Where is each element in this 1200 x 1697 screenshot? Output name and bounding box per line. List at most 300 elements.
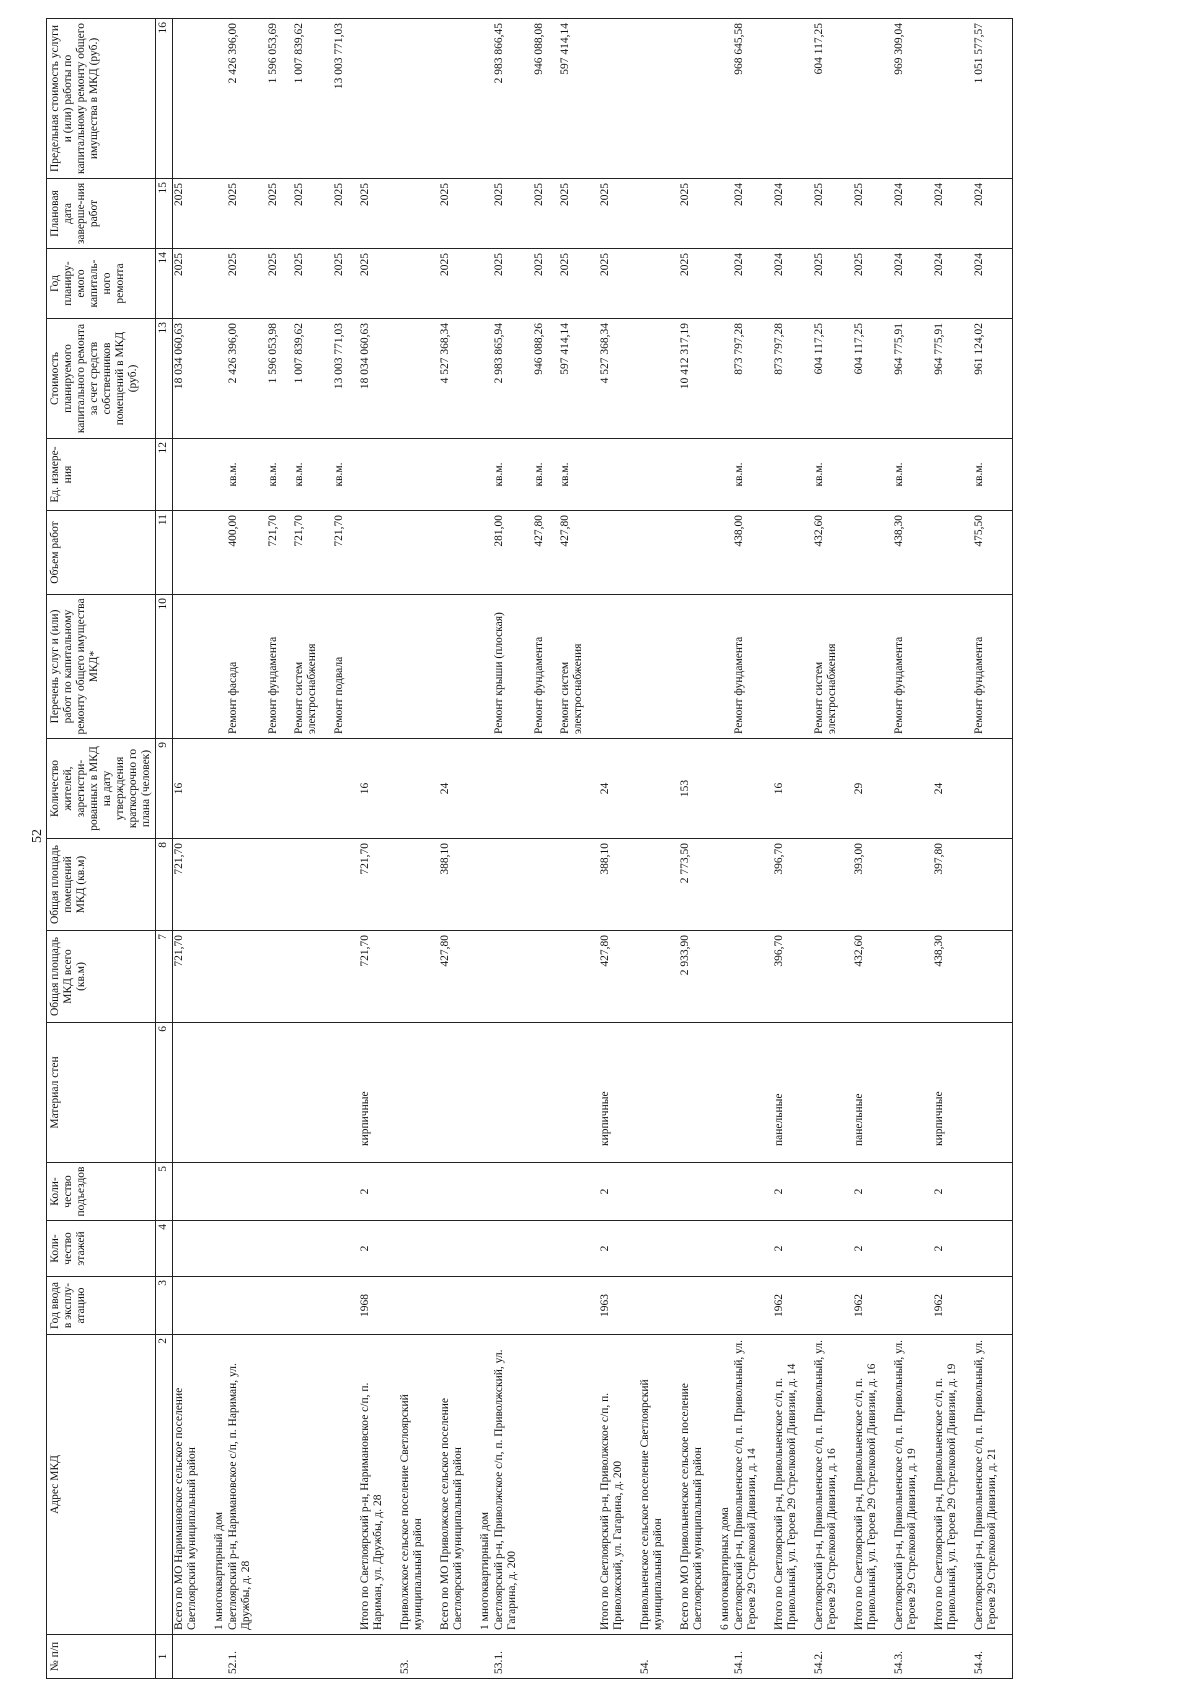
cell-col-5 — [733, 1163, 773, 1221]
cell-col-9 — [479, 739, 493, 839]
cell-col-5: 2 — [853, 1163, 893, 1221]
cell-col-13: 18 034 060,63 — [173, 319, 213, 439]
cell-col-11: 281,00 — [493, 511, 533, 595]
cell-col-11 — [773, 511, 813, 595]
cell-col-15: 2025 — [533, 179, 559, 249]
capital-repair-plan-table — [46, 18, 1013, 1679]
cell-col-4 — [399, 1221, 439, 1277]
cell-col-10: Ремонт фундамента — [267, 595, 293, 739]
cell-col-11 — [719, 511, 733, 595]
column-number-8: 8 — [156, 839, 173, 931]
header-col-3: Год ввода в эксплу-атацию — [47, 1277, 156, 1335]
table-row — [679, 19, 719, 1679]
cell-col-3 — [333, 1277, 359, 1335]
cell-col-16: 969 309,04 — [893, 19, 933, 179]
cell-col-12 — [773, 439, 813, 511]
cell-col-13: 1 007 839,62 — [293, 319, 333, 439]
cell-col-1 — [359, 1635, 399, 1679]
cell-col-13 — [479, 319, 493, 439]
cell-col-16: 1 596 053,69 — [267, 19, 293, 179]
cell-col-15 — [479, 179, 493, 249]
cell-col-6 — [213, 1023, 227, 1163]
cell-col-13: 604 117,25 — [853, 319, 893, 439]
cell-col-14: 2025 — [493, 249, 533, 319]
page-number: 52 — [30, 829, 45, 843]
cell-col-8 — [493, 839, 533, 931]
cell-col-8 — [973, 839, 1013, 931]
cell-col-9 — [213, 739, 227, 839]
cell-col-11: 721,70 — [293, 511, 333, 595]
cell-col-6 — [639, 1023, 679, 1163]
cell-col-1 — [533, 1635, 559, 1679]
cell-col-2 — [333, 1335, 359, 1635]
table-row — [853, 19, 893, 1679]
column-number-6: 6 — [156, 1023, 173, 1163]
cell-col-14: 2025 — [533, 249, 559, 319]
cell-col-10: Ремонт подвала — [333, 595, 359, 739]
cell-col-15: 2024 — [893, 179, 933, 249]
cell-col-10 — [773, 595, 813, 739]
cell-col-16 — [639, 19, 679, 179]
cell-col-7: 432,60 — [853, 931, 893, 1023]
cell-col-1 — [679, 1635, 719, 1679]
cell-col-16 — [399, 19, 439, 179]
cell-col-2: 1 многоквартирный дом — [213, 1335, 227, 1635]
cell-col-13 — [399, 319, 439, 439]
cell-col-9 — [227, 739, 267, 839]
cell-col-7 — [213, 931, 227, 1023]
cell-col-8 — [479, 839, 493, 931]
header-col-2: Адрес МКД — [47, 1335, 156, 1635]
cell-col-7 — [893, 931, 933, 1023]
cell-col-11 — [399, 511, 439, 595]
cell-col-8: 397,80 — [933, 839, 973, 931]
cell-col-2: Итого по Светлоярский р-н, Привольненское с/п, п. Привольный, ул. Героев 29 Стрелковой Дивизии, д. 16 — [853, 1335, 893, 1635]
cell-col-12 — [679, 439, 719, 511]
header-col-15: Плановая дата заверше-ния работ — [47, 179, 156, 249]
cell-col-12 — [399, 439, 439, 511]
cell-col-10: Ремонт фундамента — [533, 595, 559, 739]
cell-col-11: 721,70 — [267, 511, 293, 595]
table-row — [359, 19, 399, 1679]
cell-col-6 — [813, 1023, 853, 1163]
cell-col-10 — [479, 595, 493, 739]
cell-col-4: 2 — [359, 1221, 399, 1277]
cell-col-5 — [333, 1163, 359, 1221]
cell-col-10 — [399, 595, 439, 739]
table-row — [733, 19, 773, 1679]
cell-col-12: кв.м. — [227, 439, 267, 511]
cell-col-11 — [599, 511, 639, 595]
cell-col-5 — [399, 1163, 439, 1221]
cell-col-4 — [733, 1221, 773, 1277]
cell-col-7 — [399, 931, 439, 1023]
table-row — [933, 19, 973, 1679]
cell-col-12 — [213, 439, 227, 511]
cell-col-4: 2 — [773, 1221, 813, 1277]
cell-col-6: кирпичные — [359, 1023, 399, 1163]
cell-col-5 — [533, 1163, 559, 1221]
cell-col-16: 597 414,14 — [559, 19, 599, 179]
cell-col-7 — [639, 931, 679, 1023]
cell-col-10 — [359, 595, 399, 739]
cell-col-9: 24 — [439, 739, 479, 839]
cell-col-8: 396,70 — [773, 839, 813, 931]
cell-col-10 — [933, 595, 973, 739]
cell-col-11 — [639, 511, 679, 595]
cell-col-2: Итого по Светлоярский р-н, Наримановское с/п, п. Нариман, ул. Дружбы, д. 28 — [359, 1335, 399, 1635]
cell-col-4 — [973, 1221, 1013, 1277]
cell-col-9: 153 — [679, 739, 719, 839]
cell-col-7 — [533, 931, 559, 1023]
cell-col-7 — [719, 931, 733, 1023]
cell-col-8 — [893, 839, 933, 931]
cell-col-5 — [213, 1163, 227, 1221]
cell-col-9 — [493, 739, 533, 839]
cell-col-4 — [267, 1221, 293, 1277]
cell-col-12 — [719, 439, 733, 511]
cell-col-14 — [639, 249, 679, 319]
cell-col-1 — [333, 1635, 359, 1679]
cell-col-4: 2 — [599, 1221, 639, 1277]
cell-col-16: 2 426 396,00 — [227, 19, 267, 179]
cell-col-9 — [893, 739, 933, 839]
cell-col-6: панельные — [853, 1023, 893, 1163]
cell-col-6 — [399, 1023, 439, 1163]
cell-col-14: 2025 — [559, 249, 599, 319]
cell-col-6 — [533, 1023, 559, 1163]
cell-col-12: кв.м. — [533, 439, 559, 511]
cell-col-2: Всего по МО Наримановское сельское поселение Светлоярский муниципальный район — [173, 1335, 213, 1635]
cell-col-14: 2025 — [333, 249, 359, 319]
header-col-16: Предельная стоимость услуги и (или) работы по капитальному ремонту общего имущества в МКД (руб.) — [47, 19, 156, 179]
cell-col-2: Светлоярский р-н, Наримановское с/п, п. Нариман, ул. Дружбы, д. 28 — [227, 1335, 267, 1635]
cell-col-10: Ремонт фундамента — [973, 595, 1013, 739]
column-number-12: 12 — [156, 439, 173, 511]
cell-col-9: 29 — [853, 739, 893, 839]
cell-col-13: 597 414,14 — [559, 319, 599, 439]
column-number-13: 13 — [156, 319, 173, 439]
cell-col-5 — [227, 1163, 267, 1221]
cell-col-13: 2 983 865,94 — [493, 319, 533, 439]
cell-col-2: Приволжское сельское поселение Светлоярский муниципальный район — [399, 1335, 439, 1635]
cell-col-8 — [267, 839, 293, 931]
cell-col-1: 54.2. — [813, 1635, 853, 1679]
cell-col-15: 2025 — [359, 179, 399, 249]
cell-col-2: Всего по МО Привольненское сельское поселение Светлоярский муниципальный район — [679, 1335, 719, 1635]
cell-col-1 — [559, 1635, 599, 1679]
table-row — [813, 19, 853, 1679]
cell-col-11 — [933, 511, 973, 595]
column-number-3: 3 — [156, 1277, 173, 1335]
cell-col-11 — [853, 511, 893, 595]
cell-col-5 — [719, 1163, 733, 1221]
cell-col-4 — [227, 1221, 267, 1277]
column-number-14: 14 — [156, 249, 173, 319]
cell-col-16 — [599, 19, 639, 179]
cell-col-12: кв.м. — [493, 439, 533, 511]
cell-col-2 — [559, 1335, 599, 1635]
cell-col-16 — [479, 19, 493, 179]
cell-col-1: 54.4. — [973, 1635, 1013, 1679]
cell-col-3 — [733, 1277, 773, 1335]
cell-col-2: Светлоярский р-н, Привольненское с/п, п. Привольный, ул. Героев 29 Стрелковой Дивизии, д. 21 — [973, 1335, 1013, 1635]
table-row — [267, 19, 293, 1679]
header-col-12: Ед. измере-ния — [47, 439, 156, 511]
cell-col-3 — [173, 1277, 213, 1335]
cell-col-14: 2025 — [359, 249, 399, 319]
cell-col-16: 2 983 866,45 — [493, 19, 533, 179]
cell-col-6 — [679, 1023, 719, 1163]
cell-col-15 — [399, 179, 439, 249]
cell-col-9 — [333, 739, 359, 839]
cell-col-13: 13 003 771,03 — [333, 319, 359, 439]
cell-col-4 — [559, 1221, 599, 1277]
cell-col-10: Ремонт систем электроснабжения — [293, 595, 333, 739]
column-number-16: 16 — [156, 19, 173, 179]
cell-col-16: 13 003 771,03 — [333, 19, 359, 179]
cell-col-4 — [533, 1221, 559, 1277]
cell-col-6 — [267, 1023, 293, 1163]
cell-col-2 — [533, 1335, 559, 1635]
cell-col-1 — [267, 1635, 293, 1679]
cell-col-12: кв.м. — [559, 439, 599, 511]
cell-col-5 — [439, 1163, 479, 1221]
column-number-5: 5 — [156, 1163, 173, 1221]
cell-col-9 — [813, 739, 853, 839]
cell-col-15: 2024 — [933, 179, 973, 249]
cell-col-9 — [973, 739, 1013, 839]
cell-col-6 — [227, 1023, 267, 1163]
cell-col-11 — [213, 511, 227, 595]
cell-col-2: Светлоярский р-н, Привольненское с/п, п. Привольный, ул. Героев 29 Стрелковой Дивизии, д. 16 — [813, 1335, 853, 1635]
cell-col-5 — [973, 1163, 1013, 1221]
cell-col-15: 2025 — [853, 179, 893, 249]
cell-col-3: 1962 — [773, 1277, 813, 1335]
cell-col-3: 1968 — [359, 1277, 399, 1335]
cell-col-16 — [773, 19, 813, 179]
cell-col-7 — [479, 931, 493, 1023]
cell-col-12 — [599, 439, 639, 511]
cell-col-13: 1 596 053,98 — [267, 319, 293, 439]
cell-col-15: 2025 — [293, 179, 333, 249]
cell-col-10 — [599, 595, 639, 739]
cell-col-7: 427,80 — [439, 931, 479, 1023]
cell-col-8 — [719, 839, 733, 931]
cell-col-13: 4 527 368,34 — [599, 319, 639, 439]
cell-col-3 — [293, 1277, 333, 1335]
cell-col-6: панельные — [773, 1023, 813, 1163]
cell-col-9: 16 — [773, 739, 813, 839]
cell-col-4 — [639, 1221, 679, 1277]
cell-col-14: 2025 — [227, 249, 267, 319]
cell-col-8: 721,70 — [173, 839, 213, 931]
header-col-9: Количество жителей, зарегистри-рованных в МКД на дату утверждения краткосрочно го плана (человек) — [47, 739, 156, 839]
cell-col-14: 2024 — [973, 249, 1013, 319]
cell-col-12 — [639, 439, 679, 511]
cell-col-9 — [267, 739, 293, 839]
cell-col-4 — [893, 1221, 933, 1277]
cell-col-7 — [973, 931, 1013, 1023]
cell-col-7: 721,70 — [173, 931, 213, 1023]
cell-col-10 — [853, 595, 893, 739]
cell-col-11 — [439, 511, 479, 595]
cell-col-11: 438,30 — [893, 511, 933, 595]
cell-col-1 — [853, 1635, 893, 1679]
cell-col-2 — [267, 1335, 293, 1635]
cell-col-8: 393,00 — [853, 839, 893, 931]
cell-col-2: 1 многоквартирный дом — [479, 1335, 493, 1635]
cell-col-15 — [719, 179, 733, 249]
cell-col-13: 604 117,25 — [813, 319, 853, 439]
cell-col-3 — [267, 1277, 293, 1335]
cell-col-7 — [493, 931, 533, 1023]
cell-col-15 — [639, 179, 679, 249]
header-col-7: Общая площадь МКД всего (кв.м) — [47, 931, 156, 1023]
column-number-15: 15 — [156, 179, 173, 249]
cell-col-2: 6 многоквартирных дома — [719, 1335, 733, 1635]
cell-col-8 — [639, 839, 679, 931]
cell-col-5 — [267, 1163, 293, 1221]
cell-col-10 — [439, 595, 479, 739]
cell-col-3 — [893, 1277, 933, 1335]
header-col-11: Объем работ — [47, 511, 156, 595]
cell-col-2: Светлоярский р-н, Привольненское с/п, п. Привольный, ул. Героев 29 Стрелковой Дивизии, д. 19 — [893, 1335, 933, 1635]
rotated-table-container — [46, 19, 1156, 1679]
cell-col-12: кв.м. — [293, 439, 333, 511]
cell-col-15: 2024 — [973, 179, 1013, 249]
cell-col-12: кв.м. — [813, 439, 853, 511]
cell-col-11 — [359, 511, 399, 595]
cell-col-13: 18 034 060,63 — [359, 319, 399, 439]
cell-col-4 — [213, 1221, 227, 1277]
cell-col-3 — [559, 1277, 599, 1335]
column-number-9: 9 — [156, 739, 173, 839]
cell-col-10: Ремонт систем электроснабжения — [813, 595, 853, 739]
cell-col-14: 2025 — [173, 249, 213, 319]
cell-col-13: 873 797,28 — [773, 319, 813, 439]
cell-col-2: Итого по Светлоярский р-н, Приволжское с/п, п. Приволжский, ул. Гагарина, д. 200 — [599, 1335, 639, 1635]
cell-col-10: Ремонт фундамента — [893, 595, 933, 739]
cell-col-12: кв.м. — [733, 439, 773, 511]
cell-col-14: 2025 — [599, 249, 639, 319]
header-col-13: Стоимость планируемого капитального ремонта за счет средств собственников помещений в МКД (руб.) — [47, 319, 156, 439]
cell-col-3 — [227, 1277, 267, 1335]
cell-col-5 — [479, 1163, 493, 1221]
cell-col-10: Ремонт фасада — [227, 595, 267, 739]
cell-col-6: кирпичные — [933, 1023, 973, 1163]
cell-col-7 — [559, 931, 599, 1023]
cell-col-3: 1963 — [599, 1277, 639, 1335]
cell-col-14: 2024 — [933, 249, 973, 319]
table-row — [333, 19, 359, 1679]
cell-col-8: 721,70 — [359, 839, 399, 931]
cell-col-13 — [719, 319, 733, 439]
table-body — [173, 19, 1013, 1679]
cell-col-6 — [719, 1023, 733, 1163]
cell-col-5 — [893, 1163, 933, 1221]
cell-col-7 — [333, 931, 359, 1023]
cell-col-6: кирпичные — [599, 1023, 639, 1163]
cell-col-3 — [533, 1277, 559, 1335]
cell-col-3 — [479, 1277, 493, 1335]
table-row — [173, 19, 213, 1679]
header-col-1: № п/п — [47, 1635, 156, 1679]
cell-col-3 — [213, 1277, 227, 1335]
header-col-6: Материал стен — [47, 1023, 156, 1163]
cell-col-1: 52.1. — [227, 1635, 267, 1679]
cell-col-16 — [679, 19, 719, 179]
cell-col-9 — [293, 739, 333, 839]
header-col-14: Год планиру-емого капиталь-ного ремонта — [47, 249, 156, 319]
cell-col-15: 2024 — [773, 179, 813, 249]
column-number-1: 1 — [156, 1635, 173, 1679]
cell-col-14 — [719, 249, 733, 319]
cell-col-11: 432,60 — [813, 511, 853, 595]
cell-col-5 — [293, 1163, 333, 1221]
cell-col-13: 964 775,91 — [893, 319, 933, 439]
column-number-10: 10 — [156, 595, 173, 739]
cell-col-3 — [439, 1277, 479, 1335]
cell-col-16 — [439, 19, 479, 179]
cell-col-14: 2024 — [893, 249, 933, 319]
cell-col-12: кв.м. — [267, 439, 293, 511]
cell-col-10 — [719, 595, 733, 739]
table-row — [719, 19, 733, 1679]
cell-col-4 — [293, 1221, 333, 1277]
cell-col-6 — [333, 1023, 359, 1163]
cell-col-5 — [639, 1163, 679, 1221]
cell-col-16: 1 007 839,62 — [293, 19, 333, 179]
cell-col-7: 438,30 — [933, 931, 973, 1023]
cell-col-12 — [359, 439, 399, 511]
cell-col-12 — [853, 439, 893, 511]
cell-col-9 — [533, 739, 559, 839]
cell-col-15: 2025 — [439, 179, 479, 249]
cell-col-4: 2 — [933, 1221, 973, 1277]
cell-col-6 — [493, 1023, 533, 1163]
cell-col-12: кв.м. — [333, 439, 359, 511]
cell-col-16: 946 088,08 — [533, 19, 559, 179]
cell-col-16 — [213, 19, 227, 179]
cell-col-15: 2025 — [493, 179, 533, 249]
cell-col-16 — [933, 19, 973, 179]
cell-col-7 — [293, 931, 333, 1023]
table-row — [213, 19, 227, 1679]
cell-col-6 — [893, 1023, 933, 1163]
table-row — [639, 19, 679, 1679]
cell-col-2: Светлоярский р-н, Привольненское с/п, п. Привольный, ул. Героев 29 Стрелковой Дивизии, д. 14 — [733, 1335, 773, 1635]
cell-col-7: 396,70 — [773, 931, 813, 1023]
cell-col-5 — [559, 1163, 599, 1221]
cell-col-12: кв.м. — [893, 439, 933, 511]
cell-col-2: Итого по Светлоярский р-н, Привольненское с/п, п. Привольный, ул. Героев 29 Стрелковой Дивизии, д. 19 — [933, 1335, 973, 1635]
cell-col-11: 721,70 — [333, 511, 359, 595]
cell-col-3 — [399, 1277, 439, 1335]
column-number-11: 11 — [156, 511, 173, 595]
cell-col-8 — [333, 839, 359, 931]
cell-col-14: 2024 — [773, 249, 813, 319]
cell-col-13 — [639, 319, 679, 439]
cell-col-8 — [733, 839, 773, 931]
table-row — [533, 19, 559, 1679]
cell-col-15: 2025 — [599, 179, 639, 249]
cell-col-3 — [973, 1277, 1013, 1335]
cell-col-1 — [479, 1635, 493, 1679]
cell-col-16: 968 645,58 — [733, 19, 773, 179]
cell-col-4 — [719, 1221, 733, 1277]
cell-col-15: 2025 — [679, 179, 719, 249]
